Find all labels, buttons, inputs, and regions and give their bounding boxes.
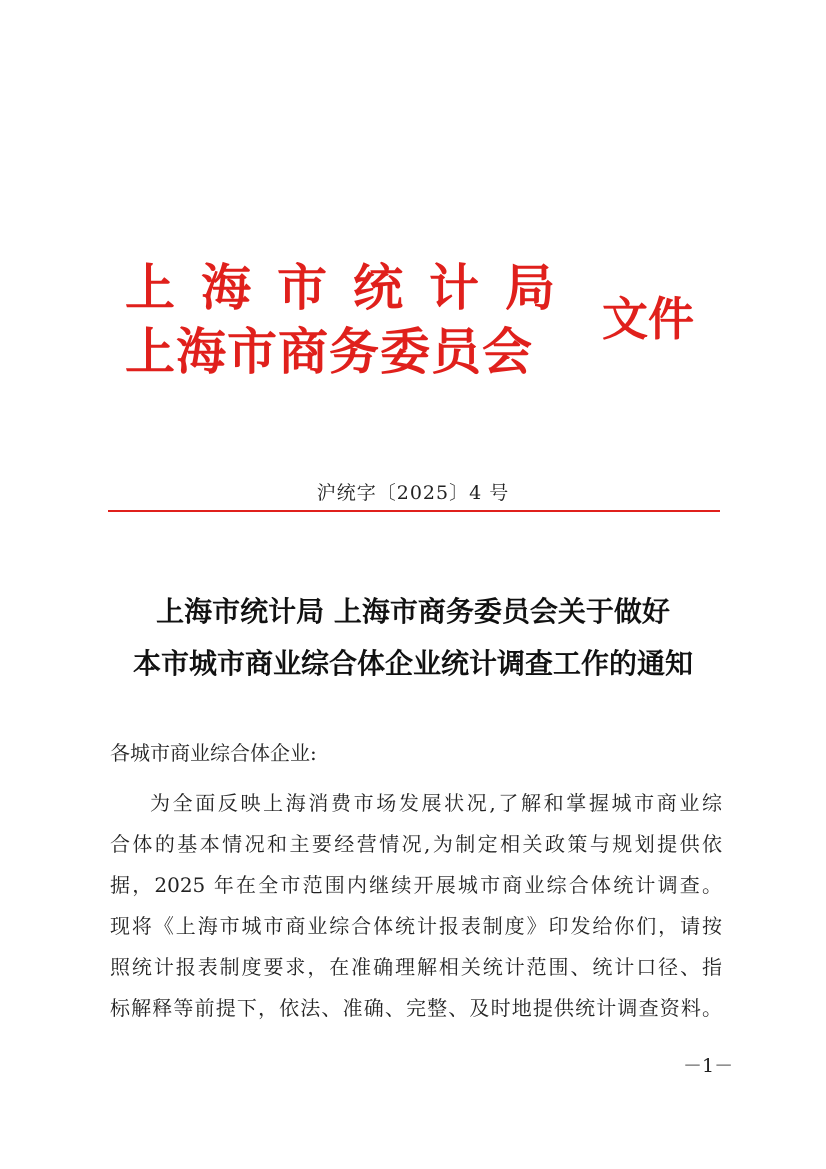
body-paragraph-line: 现将《上海市城市商业综合体统计报表制度》印发给你们，请按 xyxy=(110,914,722,938)
body-paragraph-line: 据，2025 年在全市范围内继续开展城市商业综合体统计调查。 xyxy=(110,873,722,897)
salutation: 各城市商业综合体企业: xyxy=(110,741,317,765)
page-number: －1－ xyxy=(683,1055,734,1077)
body-paragraph-line: 合体的基本情况和主要经营情况,为制定相关政策与规划提供依 xyxy=(110,832,722,856)
document-label: 文件 xyxy=(602,292,694,346)
body-paragraph-line: 标解释等前提下，依法、准确、完整、及时地提供统计调查资料。 xyxy=(110,996,722,1020)
body-paragraph-line: 为全面反映上海消费市场发展状况,了解和掌握城市商业综 xyxy=(150,791,722,815)
body-paragraph-line: 照统计报表制度要求，在准确理解相关统计范围、统计口径、指 xyxy=(110,955,722,979)
issuing-org-commerce-commission: 上海市商务委员会 xyxy=(125,322,533,381)
issuing-org-statistics-bureau: 上海市统计局 xyxy=(125,258,581,317)
document-number: 沪统字〔2025〕4 号 xyxy=(316,482,510,504)
notice-title-line-2: 本市城市商业综合体企业统计调查工作的通知 xyxy=(132,647,693,680)
red-divider-line xyxy=(108,510,720,512)
notice-title-line-1: 上海市统计局 上海市商务委员会关于做好 xyxy=(156,595,670,628)
